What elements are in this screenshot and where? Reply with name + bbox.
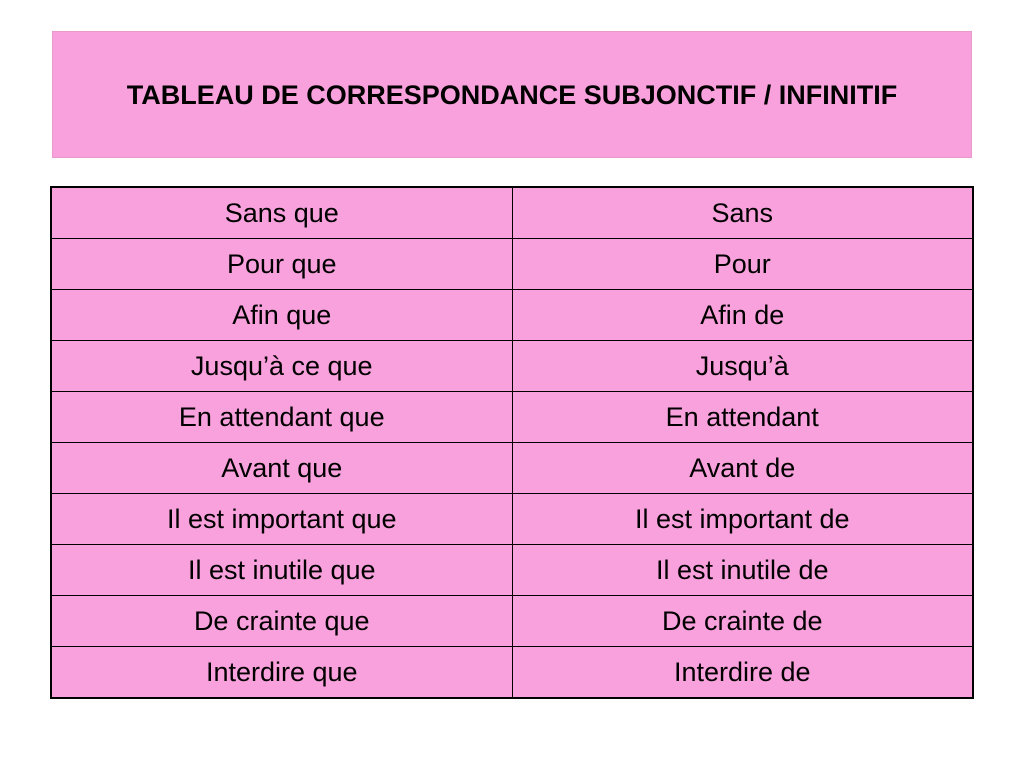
table-row [51, 392, 973, 443]
subjonctif-cell: Sans que [51, 187, 512, 239]
table-row [51, 545, 973, 596]
subjonctif-cell: Pour que [51, 239, 512, 290]
infinitif-cell: En attendant [512, 392, 973, 443]
table-row [51, 443, 973, 494]
infinitif-cell: Il est inutile de [512, 545, 973, 596]
subjonctif-cell: Avant que [51, 443, 512, 494]
table-row [51, 187, 973, 239]
infinitif-cell: Pour [512, 239, 973, 290]
infinitif-cell: Jusqu’à [512, 341, 973, 392]
infinitif-cell: Sans [512, 187, 973, 239]
infinitif-cell: Interdire de [512, 647, 973, 699]
table-row [51, 647, 973, 699]
subjonctif-cell: Il est inutile que [51, 545, 512, 596]
subjonctif-cell: En attendant que [51, 392, 512, 443]
correspondence-table [50, 186, 974, 699]
table-row [51, 596, 973, 647]
title-banner [52, 31, 972, 158]
table-row [51, 290, 973, 341]
infinitif-cell: Il est important de [512, 494, 973, 545]
infinitif-cell: De crainte de [512, 596, 973, 647]
subjonctif-cell: Interdire que [51, 647, 512, 699]
infinitif-cell: Avant de [512, 443, 973, 494]
subjonctif-cell: Afin que [51, 290, 512, 341]
subjonctif-cell: De crainte que [51, 596, 512, 647]
subjonctif-cell: Jusqu’à ce que [51, 341, 512, 392]
table-row [51, 341, 973, 392]
subjonctif-cell: Il est important que [51, 494, 512, 545]
infinitif-cell: Afin de [512, 290, 973, 341]
page-title: TABLEAU DE CORRESPONDANCE SUBJONCTIF / INFINITIF [126, 79, 898, 110]
table-row [51, 494, 973, 545]
table-row [51, 239, 973, 290]
